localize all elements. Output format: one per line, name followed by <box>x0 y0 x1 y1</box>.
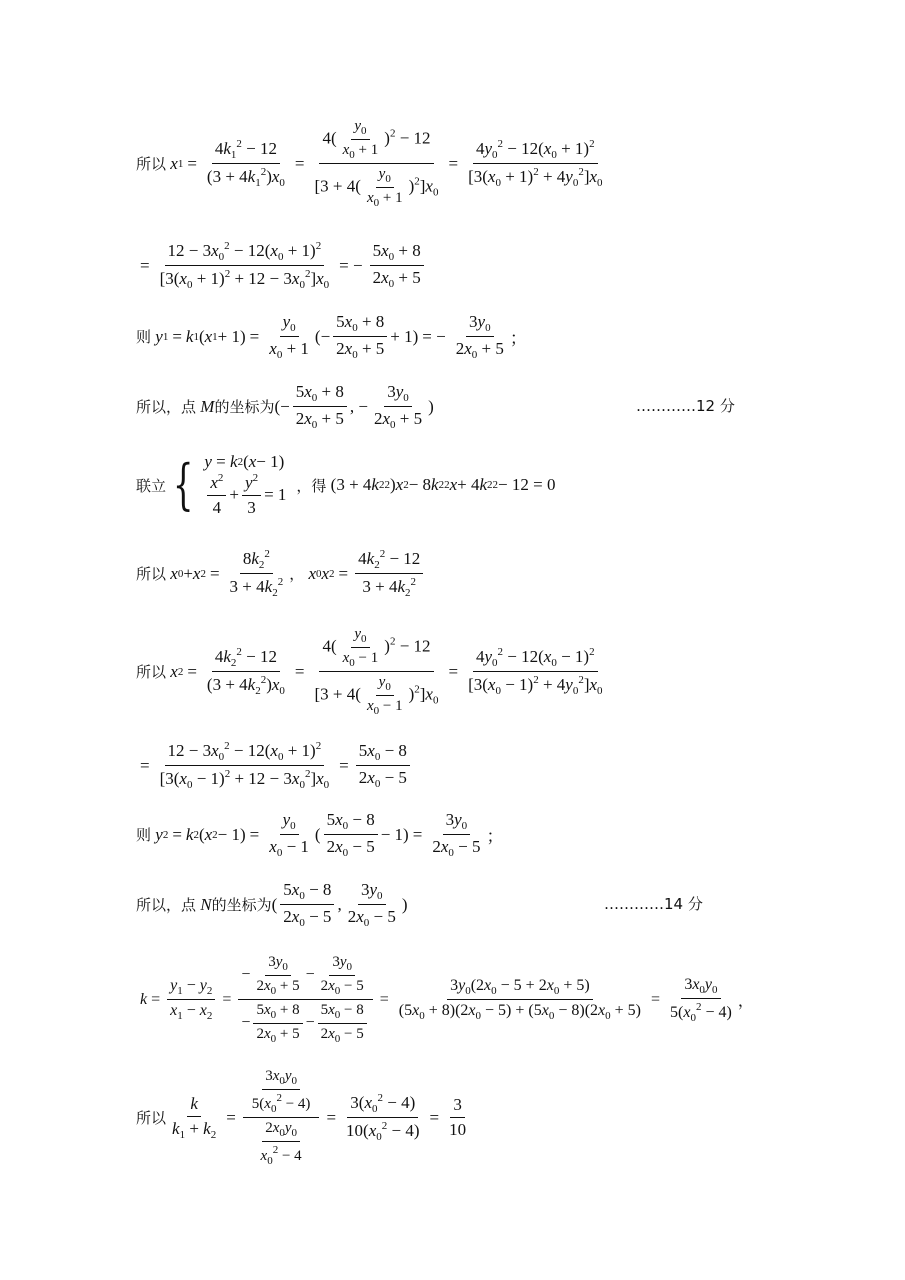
vieta-relations: 所以 x 0 + x 2 = $\frac{8k_2^2}{3 + 4k_2^2}$ ， x 0 x 2 = $\frac{4k_2^2 - 12}{3 + 4k_2^2}$ <box>136 548 426 599</box>
equation-x2: 所以 x 2 = $\frac{4k_2^2 - 12}{(3 + 4k_2^2)x_0}$ = 4( $\frac{y_0}{x_0 - 1}$ )$^2$ − 12 [3 + 4( $\frac{y_0}{x_0 - 1}$ )$^2]x_0$ = $\frac{4y_0^2 - 12(x_0 - 1)^2}{[3(x_0 - 1)^2 + 4y_0^2]x_0}$ <box>136 626 603 717</box>
equation-x1-simplified: = $\frac{12 - 3x_0^2 - 12(x_0 + 1)^2}{[3(x_0 + 1)^2 + 12 - 3x_0^2]x_0}$ = − $\frac{5x_0 + 8}{2x_0 + 5}$ <box>136 240 427 291</box>
equation-y1: 则 y 1 = k 1 ( x 1 + 1) = $\frac{y_0}{x_0 + 1}$ (− $\frac{5x_0 + 8}{2x_0 + 5}$ + 1) = − $\frac{3y_0}{2x_0 + 5}$ ； <box>136 312 527 361</box>
equation-ratio: 所以 $\frac{k}{k_1 + k_2}$ = $\frac{\frac{3x_0y_0}{5(x_0^2 - 4)}}{\frac{2x_0y_0}{x_0^2 - 4}}$ = $\frac{3(x_0^2 - 4)}{10(x_0^2 - 4)}$ = $\frac{3}{10}$ <box>136 1068 467 1167</box>
score-14: …………14 分 <box>604 895 703 913</box>
equation-x2-simplified: = $\frac{12 - 3x_0^2 - 12(x_0 + 1)^2}{[3(x_0 - 1)^2 + 12 - 3x_0^2]x_0}$ = $\frac{5x_0 - 8}{2x_0 - 5}$ <box>136 740 413 791</box>
point-m-coordinates: 所以，点 M 的坐标为 (− $\frac{5x_0 + 8}{2x_0 + 5}$ , − $\frac{3y_0}{2x_0 + 5}$ ) <box>136 382 434 431</box>
equation-y2: 则 y 2 = k 2 ( x 2 − 1) = $\frac{y_0}{x_0 - 1}$ ( $\frac{5x_0 - 8}{2x_0 - 5}$ − 1) = $\frac{3y_0}{2x_0 - 5}$ ； <box>136 810 504 859</box>
equation-x1: 所以 x 1 = $\frac{4k_1^2 - 12}{(3 + 4k_1^2)x_0}$ = 4( $\frac{y_0}{x_0 + 1}$ )$^2$ − 12 [3 + 4( $\frac{y_0}{x_0 + 1}$ )$^2]x_0$ = $\frac{4y_0^2 - 12(x_0 + 1)^2}{[3(x_0 + 1)^2 + 4y_0^2]x_0}$ <box>136 118 603 209</box>
score-12: …………12 分 <box>636 397 735 415</box>
equation-k: k = $\frac{y_1 - y_2}{x_1 - x_2}$ = − $\frac{3y_0}{2x_0 + 5}$ − $\frac{3y_0}{2x_0 - 5}$ − $\frac{5x_0 + 8}{2x_0 + 5}$ − $\frac{5x_0 - 8}{2x_0 - 5}$ = $\frac{3y_0(2x_0 - 5 + 2x_0 + 5)}{(5x_0 + 8)(2x_0 - 5) + (5x_0 - 8)(2x_0 + 5)}$ = $\frac{3x_0y_0}{5(x_0^2 - 4)}$ ， <box>140 954 754 1045</box>
simultaneous-system: 联立 { y = k 2 ( x − 1) $\frac{x^2}{4}$ + $\frac{y^2}{3}$ = 1 ，得 (3 + 4 k 2 2 ) x 2 − 8 k 2 2 x + 4 k 2 2 − 12 = 0 <box>136 452 556 517</box>
point-n-coordinates: 所以，点 N 的坐标为 ( $\frac{5x_0 - 8}{2x_0 - 5}$ , $\frac{3y_0}{2x_0 - 5}$ ) <box>136 880 408 929</box>
